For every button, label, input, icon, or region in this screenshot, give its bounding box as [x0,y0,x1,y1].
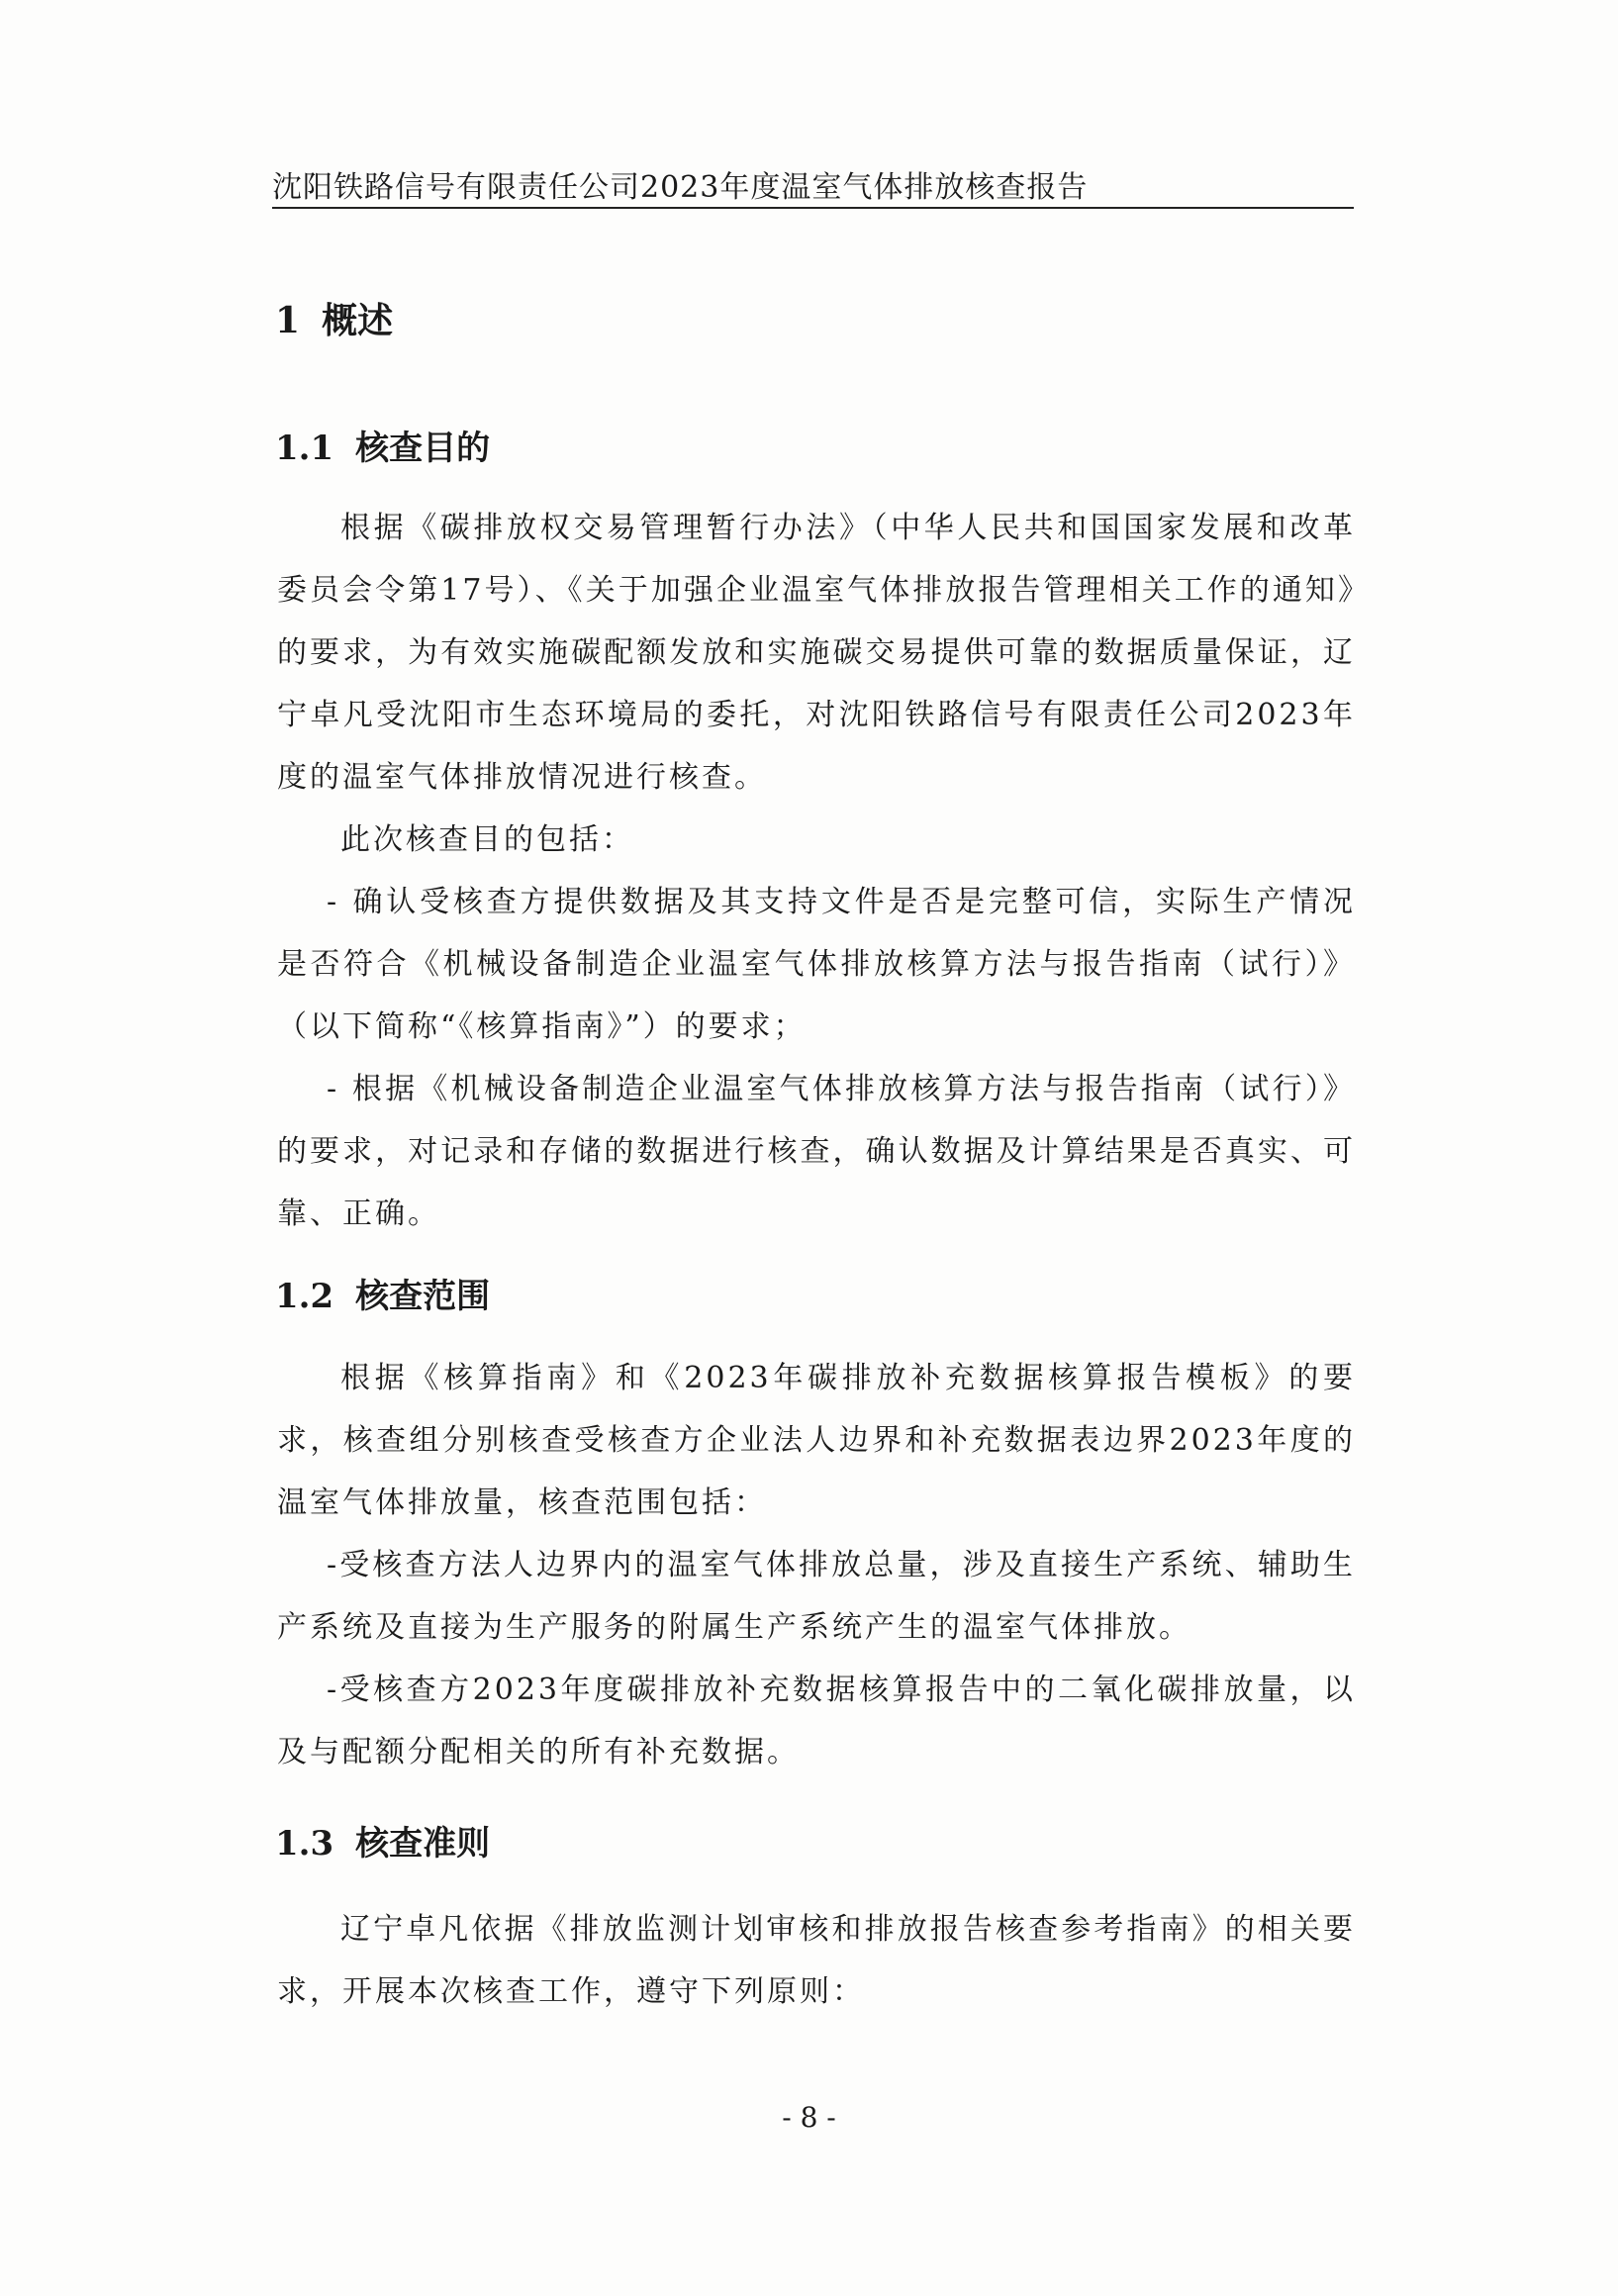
paragraph-criteria-intro: 辽宁卓凡依据《排放监测计划审核和排放报告核查参考指南》的相关要求，开展本次核查工作，遵守下列原则： [277,1912,1356,2009]
list-item-purpose-2: - 根据《机械设备制造企业温室气体排放核算方法与报告指南（试行）》的要求，对记录和存储的数据进行核查，确认数据及计算结果是否真实、可靠、正确。 [277,1072,1356,1231]
list-item-purpose-1: - 确认受核查方提供数据及其支持文件是否是完整可信，实际生产情况是否符合《机械设备制造企业温室气体排放核算方法与报告指南（试行）》（以下简称“《核算指南》”）的要求； [277,885,1356,1044]
section-title: 核查范围 [355,1277,491,1316]
paragraph-purpose-list-lead: 此次核查目的包括： [340,822,634,857]
list-item-scope-1: -受核查方法人边界内的温室气体排放总量，涉及直接生产系统、辅助生产系统及直接为生产服务的附属生产系统产生的温室气体排放。 [277,1548,1356,1645]
paragraph-scope-intro: 根据《核算指南》和《2023年碳排放补充数据核算报告模板》的要求，核查组分别核查受核查方企业法人边界和补充数据表边界2023年度的温室气体排放量，核查范围包括： [277,1361,1356,1520]
section-title: 核查目的 [355,429,491,468]
section-number: 1.3 [275,1824,334,1864]
section-title: 概述 [322,300,394,341]
section-number: 1.2 [275,1277,334,1316]
running-header: 沈阳铁路信号有限责任公司2023年度温室气体排放核查报告 [272,170,1089,205]
paragraph-purpose-intro: 根据《碳排放权交易管理暂行办法》（中华人民共和国国家发展和改革委员会令第17号）、《关于加强企业温室气体排放报告管理相关工作的通知》的要求，为有效实施碳配额发放和实施碳交易提供可靠的数据质量保证，辽宁卓凡受沈阳市生态环境局的委托，对沈阳铁路信号有限责任公司2023年度的温室气体排放情况进行核查。 [277,511,1356,795]
page-number: - 8 - [782,2101,836,2134]
section-heading-1-2 [275,1269,490,1324]
section-title: 核查准则 [355,1824,491,1864]
section-heading-1 [275,293,393,348]
section-number: 1.1 [275,429,334,468]
section-heading-1-1 [275,421,490,476]
section-number: 1 [275,300,301,341]
section-heading-1-3 [275,1816,490,1871]
list-item-scope-2: -受核查方2023年度碳排放补充数据核算报告中的二氧化碳排放量，以及与配额分配相关的所有补充数据。 [277,1673,1356,1770]
header-rule [272,207,1354,209]
